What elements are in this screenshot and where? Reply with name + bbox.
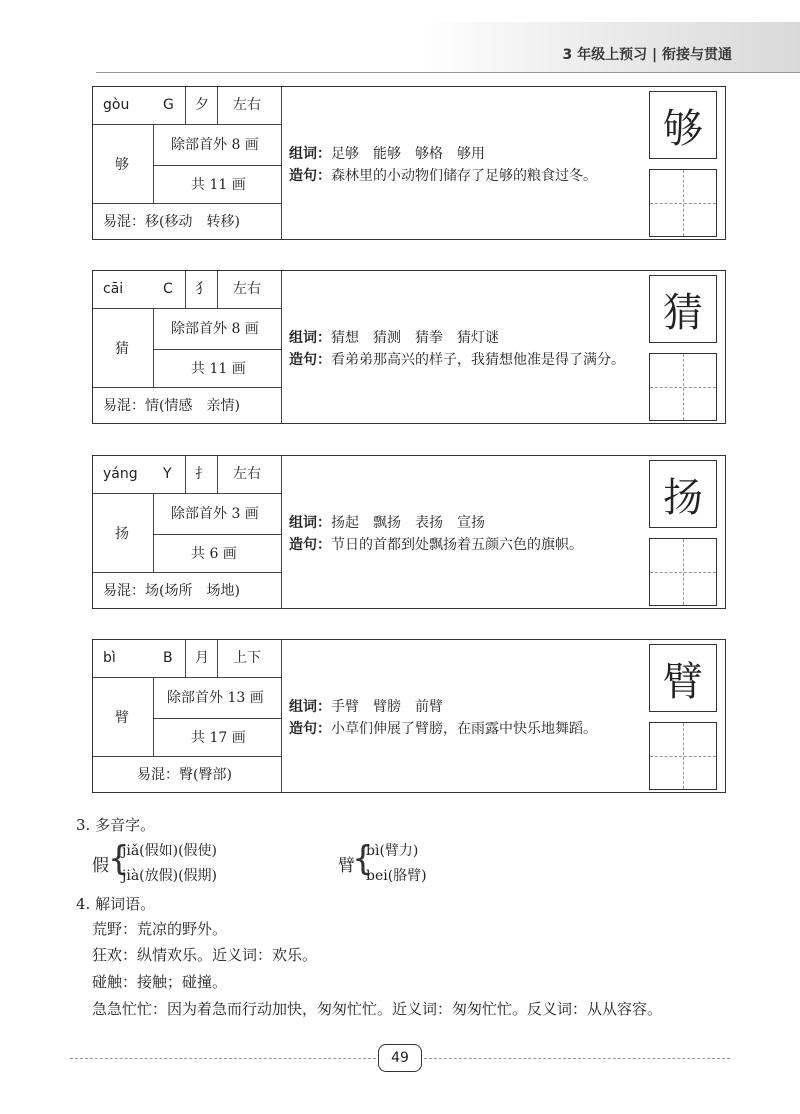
radical-strokes: 除部首外 13 画 [167, 690, 264, 706]
radical: 月 [195, 650, 209, 666]
polyphonic-char-left: 假 [92, 856, 109, 876]
character-small: 够 [115, 157, 129, 173]
confusable: 易混：移(移动 转移) [103, 214, 240, 230]
radical: 犭 [195, 281, 209, 297]
radical-strokes: 除部首外 8 画 [171, 321, 259, 337]
total-strokes: 共 6 画 [191, 546, 237, 562]
words-label: 组词： [289, 515, 331, 531]
brace-icon: { [352, 839, 374, 879]
word-content [289, 512, 583, 556]
polyphonic-reading: bì(臂力) [366, 843, 419, 859]
character-info-grid [93, 640, 282, 792]
writing-practice-box[interactable] [649, 538, 717, 606]
structure: 左右 [233, 97, 261, 113]
vocab-entry: 急急忙忙：因为着急而行动加快，匆匆忙忙。近义词：匆匆忙忙。反义词：从从容容。 [92, 1000, 663, 1018]
pinyin: gòu [103, 97, 130, 113]
sentence: 森林里的小动物们储存了足够的粮食过冬。 [331, 168, 597, 184]
sentence: 小草们伸展了臂膀，在雨露中快乐地舞蹈。 [331, 721, 597, 737]
structure: 左右 [233, 466, 261, 482]
sentence-label: 造句： [289, 352, 331, 368]
character-small: 扬 [115, 526, 129, 542]
character-small: 臂 [115, 710, 129, 726]
character-display-box: 扬 [649, 460, 717, 528]
radical: 夕 [195, 97, 209, 113]
initial-letter: C [163, 281, 173, 297]
page-number: 49 [378, 1044, 422, 1072]
total-strokes: 共 17 画 [191, 730, 246, 746]
initial-letter: Y [163, 466, 172, 482]
footer-divider [70, 1058, 376, 1059]
word-content [289, 143, 597, 187]
character-info-grid [93, 271, 282, 423]
total-strokes: 共 11 画 [191, 361, 246, 377]
brace-icon: { [108, 839, 130, 879]
initial-letter: B [163, 650, 173, 666]
vocab-entry: 碰触：接触；碰撞。 [92, 973, 228, 991]
pinyin: bì [103, 650, 116, 666]
sentence-label: 造句： [289, 721, 331, 737]
sentence-label: 造句： [289, 168, 331, 184]
character-card [92, 455, 726, 609]
words: 足够 能够 够格 够用 [331, 146, 485, 162]
words-label: 组词： [289, 330, 331, 346]
words: 扬起 飘扬 表扬 宣扬 [331, 515, 485, 531]
word-content [289, 696, 597, 740]
polyphonic-reading: jià(放假)(假期) [122, 868, 218, 884]
radical: 扌 [195, 466, 209, 482]
character-info-grid [93, 456, 282, 608]
words-label: 组词： [289, 146, 331, 162]
header-title: 3 年级上预习 | 衔接与贯通 [562, 47, 732, 63]
writing-practice-box[interactable] [649, 722, 717, 790]
footer-divider [424, 1058, 730, 1059]
vocab-entry: 狂欢：纵情欢乐。近义词：欢乐。 [92, 946, 318, 964]
writing-practice-box[interactable] [649, 353, 717, 421]
radical-strokes: 除部首外 8 画 [171, 137, 259, 153]
confusable: 易混：场(场所 场地) [103, 583, 240, 599]
character-card [92, 270, 726, 424]
character-card [92, 86, 726, 240]
polyphonic-reading: bei(胳臂) [366, 868, 427, 884]
structure: 左右 [233, 281, 261, 297]
total-strokes: 共 11 画 [191, 177, 246, 193]
words-label: 组词： [289, 699, 331, 715]
character-display-box: 猜 [649, 275, 717, 343]
pinyin: yáng [103, 466, 138, 482]
structure: 上下 [233, 650, 261, 666]
writing-practice-box[interactable] [649, 169, 717, 237]
character-display-box: 够 [649, 91, 717, 159]
words: 手臂 臂膀 前臂 [331, 699, 443, 715]
polyphonic-char-right: 臂 [338, 856, 355, 876]
section-3-title: 3. 多音字。 [76, 816, 156, 834]
pinyin: cāi [103, 281, 124, 297]
radical-strokes: 除部首外 3 画 [171, 506, 259, 522]
sentence-label: 造句： [289, 537, 331, 553]
initial-letter: G [163, 97, 174, 113]
sentence: 节日的首都到处飘扬着五颜六色的旗帜。 [331, 537, 583, 553]
word-content [289, 327, 625, 371]
confusable: 易混：臀(臀部) [137, 767, 232, 783]
words: 猜想 猜测 猜拳 猜灯谜 [331, 330, 499, 346]
header-divider [96, 72, 800, 73]
confusable: 易混：情(情感 亲情) [103, 398, 240, 414]
character-info-grid [93, 87, 282, 239]
polyphonic-reading: jiǎ(假如)(假使) [122, 843, 218, 859]
character-card [92, 639, 726, 793]
character-display-box: 臂 [649, 644, 717, 712]
vocab-entry: 荒野：荒凉的野外。 [92, 920, 228, 938]
character-small: 猜 [115, 341, 129, 357]
sentence: 看弟弟那高兴的样子，我猜想他准是得了满分。 [331, 352, 625, 368]
section-4-title: 4. 解词语。 [76, 895, 156, 913]
